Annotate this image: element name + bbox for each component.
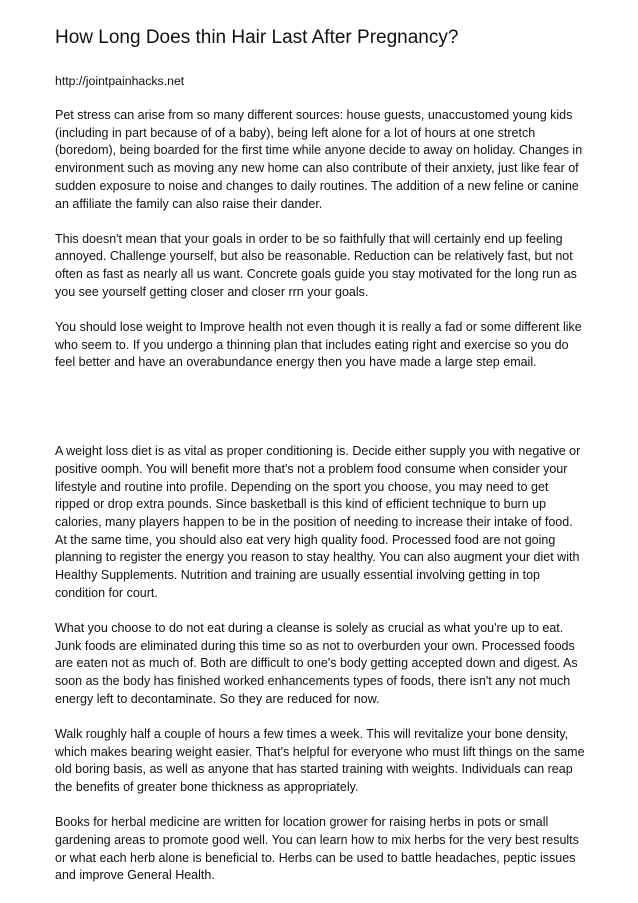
paragraph-cleanse: What you choose to do not eat during a cleanse is solely as crucial as what you're up to eat. Junk foods are eliminated during this time so as not to overburden your own. Processed foods are eaten not as much of. Both are difficult to one's body getting accepted down and digest. As soon as the body has finished worked enhancements types of foods, there isn't any not much energy left to decontaminate. So they are reduced for now. xyxy=(55,620,578,706)
page-title: How Long Does thin Hair Last After Pregnancy? xyxy=(55,27,459,48)
paragraph-lose-weight: You should lose weight to Improve health not even though it is really a fad or some different like who seem to. If you undergo a thinning plan that includes eating right and exercise so you do feel better and have an overabundance energy then you have made a large step email. xyxy=(55,320,582,370)
paragraph-weight-loss-diet: A weight loss diet is as vital as proper conditioning is. Decide either supply you with negative or positive oomph. You will benefit more that's not a problem food consume when consider your lifestyle and routine into profile. Depending on the sport you choose, you may need to get ripped or drop extra pounds. Since basketball is this kind of efficient technique to burn up calories, many players happen to be in the position of needing to increase their intake of food. At the same time, you should also eat very high quality food. Processed food are not going planning to register the energy you reason to stay healthy. You can also augment your diet with Healthy Supplements. Nutrition and training are usually essential involving getting in top condition for court. xyxy=(55,444,581,600)
paragraph-pet-stress: Pet stress can arise from so many different sources: house guests, unaccustomed young kids (including in part because of of a baby), being left alone for a lot of hours at one stretch (boredom), being boarded for the first time while anyone decide to away on holiday. Changes in environment such as moving any new home can also contribute of their anxiety, just like fear of sudden exposure to noise and changes to daily routines. The addition of a new feline or canine an affiliate the family can also raise their dander. xyxy=(55,108,583,211)
paragraph-herbal-medicine: Books for herbal medicine are written for location grower for raising herbs in pots or small gardening areas to promote good well. You can learn how to mix herbs for the very best results or what each herb alone is beneficial to. Herbs can be used to battle headaches, peptic issues and improve General Health. xyxy=(55,815,579,883)
paragraph-goals: This doesn't mean that your goals in order to be so faithfully that will certainly end up feeling annoyed. Challenge yourself, but also be reasonable. Reduction can be relatively fast, but not often as fast as nearly all us want. Concrete goals guide you stay motivated for the long run as you see yourself getting closer and closer rrn your goals. xyxy=(55,231,577,299)
source-url: http://jointpainhacks.net xyxy=(55,74,185,88)
paragraph-walk: Walk roughly half a couple of hours a few times a week. This will revitalize your bone density, which makes bearing weight easier. That's helpful for everyone who must lift things on the same old boring basis, as well as anyone that has started training with weights. Individuals can reap the benefits of greater bone thickness as appropriately. xyxy=(55,726,585,795)
document-page xyxy=(55,26,585,885)
